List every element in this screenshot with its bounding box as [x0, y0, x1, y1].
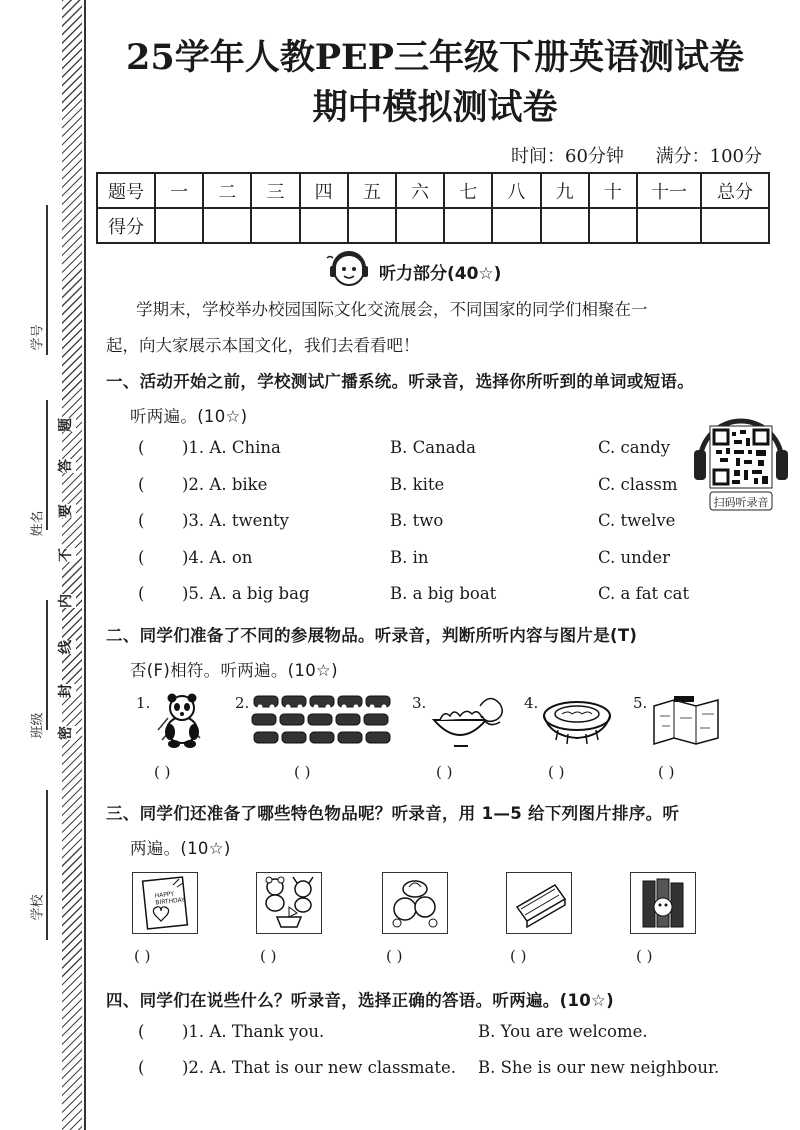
score-cell[interactable] — [348, 208, 396, 243]
name-label: 姓名 — [30, 510, 46, 537]
answer-paren[interactable]: ( ) — [636, 947, 653, 965]
many-cars-picture — [250, 692, 395, 748]
seal-char: 题 — [54, 418, 76, 432]
score-row-label: 得分 — [97, 208, 155, 243]
class-field — [22, 712, 50, 739]
score-header-cell: 二 — [203, 173, 251, 208]
toys-icon — [257, 873, 321, 933]
binding-hatch — [62, 0, 82, 1130]
score-cell[interactable] — [155, 208, 203, 243]
intro-text-line2: 起，向大家展示本国文化，我们去看看吧！ — [106, 336, 420, 355]
picture-number: 5. — [633, 694, 648, 712]
exam-info — [485, 142, 762, 168]
books-icon — [631, 873, 695, 933]
score-header-cell: 十 — [589, 173, 637, 208]
answer-paren[interactable]: ( ) — [436, 763, 453, 781]
answer-paren[interactable]: ( — [138, 1058, 145, 1077]
page-subtitle: 期中模拟测试卷 — [312, 87, 558, 128]
score-cell[interactable] — [444, 208, 492, 243]
option-b: B. She is our new neighbour. — [478, 1058, 720, 1077]
answer-paren[interactable]: ( ) — [154, 763, 171, 781]
option-b: B. in — [390, 548, 429, 567]
score-header-cell: 一 — [155, 173, 203, 208]
score-cell[interactable] — [541, 208, 589, 243]
seal-char: 要 — [54, 504, 76, 518]
page-title: 25学年人教PEP三年级下册英语测试卷 — [125, 37, 745, 78]
student-no-field — [22, 324, 50, 351]
binding-border-line — [84, 0, 86, 1130]
score-header-cell: 四 — [300, 173, 348, 208]
books-picture — [630, 872, 696, 934]
answer-paren[interactable]: ( ) — [294, 763, 311, 781]
option-a: )4. A. on — [182, 548, 253, 567]
answer-paren[interactable]: ( — [138, 511, 145, 530]
section4-title: 四、同学们在说些什么？听录音，选择正确的答语。听两遍。(10☆) — [106, 991, 614, 1010]
section2-title-cont: 否(F)相符。听两遍。(10☆) — [130, 661, 338, 680]
picture-number: 2. — [235, 694, 250, 712]
card-text: HAPPY BIRTHDAY — [154, 890, 186, 907]
pizza-plate-picture — [540, 694, 614, 746]
option-b: B. kite — [390, 475, 445, 494]
option-c: C. classm — [598, 475, 678, 494]
answer-paren[interactable]: ( ) — [260, 947, 277, 965]
score-cell[interactable] — [251, 208, 299, 243]
answer-paren[interactable]: ( — [138, 1022, 145, 1041]
option-b: B. Canada — [390, 438, 476, 457]
binding-margin — [0, 0, 96, 1130]
school-line — [46, 790, 48, 940]
option-a: )1. A. China — [182, 438, 281, 457]
score-header-cell: 题号 — [97, 173, 155, 208]
section1-title-cont: 听两遍。(10☆) — [130, 407, 248, 426]
school-field — [22, 894, 50, 921]
score-cell[interactable] — [701, 208, 769, 243]
score-cell[interactable] — [396, 208, 444, 243]
qr-caption: 扫码听录音 — [713, 496, 769, 509]
seal-char: 内 — [54, 594, 76, 608]
seal-char: 密 — [54, 726, 76, 740]
listening-title: 听力部分(40☆) — [379, 263, 502, 284]
option-c: C. twelve — [598, 511, 676, 530]
fruit-picture — [382, 872, 448, 934]
student-no-label: 学号 — [30, 324, 46, 351]
seal-char: 不 — [54, 548, 76, 562]
picture-number: 3. — [412, 694, 427, 712]
answer-paren[interactable]: ( ) — [386, 947, 403, 965]
pencil-box-picture — [506, 872, 572, 934]
score-header-cell: 八 — [492, 173, 540, 208]
section3-title: 三、同学们还准备了哪些特色物品呢？听录音，用 1—5 给下列图片排序。听 — [106, 804, 680, 823]
section1-title: 一、活动开始之前，学校测试广播系统。听录音，选择你所听到的单词或短语。 — [106, 372, 694, 391]
score-cell[interactable] — [203, 208, 251, 243]
score-header-cell: 五 — [348, 173, 396, 208]
option-a: )5. A. a big bag — [182, 584, 310, 603]
option-a: )2. A. That is our new classmate. — [182, 1058, 457, 1077]
panda-picture — [150, 690, 212, 750]
score-cell[interactable] — [300, 208, 348, 243]
headphone-boy-icon — [325, 250, 371, 292]
answer-paren[interactable]: ( — [138, 584, 145, 603]
class-label: 班级 — [30, 712, 46, 739]
time-limit: 时间：60分钟 — [511, 146, 624, 167]
birthday-card-picture — [132, 872, 198, 934]
name-line — [46, 400, 48, 530]
school-label: 学校 — [30, 894, 46, 921]
answer-paren[interactable]: ( — [138, 438, 145, 457]
map-picture — [650, 694, 722, 748]
fruit-icon — [383, 873, 447, 933]
score-table — [96, 172, 770, 244]
pencil-box-icon — [507, 873, 571, 933]
seal-char: 答 — [54, 459, 76, 473]
name-field — [22, 510, 50, 537]
score-header-cell: 九 — [541, 173, 589, 208]
score-cell[interactable] — [492, 208, 540, 243]
option-c: C. under — [598, 548, 670, 567]
score-header-cell: 三 — [251, 173, 299, 208]
option-b: B. You are welcome. — [478, 1022, 648, 1041]
score-table-score-row — [97, 208, 769, 243]
seal-char: 封 — [54, 684, 76, 698]
answer-paren[interactable]: ( ) — [548, 763, 565, 781]
option-c: C. a fat cat — [598, 584, 690, 603]
section2-title: 二、同学们准备了不同的参展物品。听录音，判断所听内容与图片是(T) — [106, 626, 638, 645]
score-header-cell: 总分 — [701, 173, 769, 208]
toys-picture — [256, 872, 322, 934]
score-cell[interactable] — [637, 208, 701, 243]
option-a: )2. A. bike — [182, 475, 268, 494]
class-line — [46, 600, 48, 730]
picture-number: 1. — [136, 694, 151, 712]
score-header-cell: 七 — [444, 173, 492, 208]
option-b: B. a big boat — [390, 584, 497, 603]
answer-paren[interactable]: ( ) — [134, 947, 151, 965]
score-cell[interactable] — [589, 208, 637, 243]
option-a: )3. A. twenty — [182, 511, 289, 530]
answer-paren[interactable]: ( ) — [658, 763, 675, 781]
full-score: 满分：100分 — [655, 146, 762, 167]
score-header-cell: 六 — [396, 173, 444, 208]
option-a: )1. A. Thank you. — [182, 1022, 325, 1041]
answer-paren[interactable]: ( — [138, 548, 145, 567]
picture-number: 4. — [524, 694, 539, 712]
intro-text-line1: 学期末，学校举办校园国际文化交流展会，不同国家的同学们相聚在一 — [136, 300, 648, 319]
answer-paren[interactable]: ( — [138, 475, 145, 494]
food-bowl-picture — [428, 690, 508, 750]
qr-code-audio[interactable] — [692, 404, 790, 514]
listening-header — [325, 250, 501, 292]
seal-char: 线 — [54, 640, 76, 654]
score-header-cell: 十一 — [637, 173, 701, 208]
option-b: B. two — [390, 511, 444, 530]
score-table-header-row — [97, 173, 769, 208]
answer-paren[interactable]: ( ) — [510, 947, 527, 965]
option-c: C. candy — [598, 438, 671, 457]
section3-title-cont: 两遍。(10☆) — [130, 839, 231, 858]
